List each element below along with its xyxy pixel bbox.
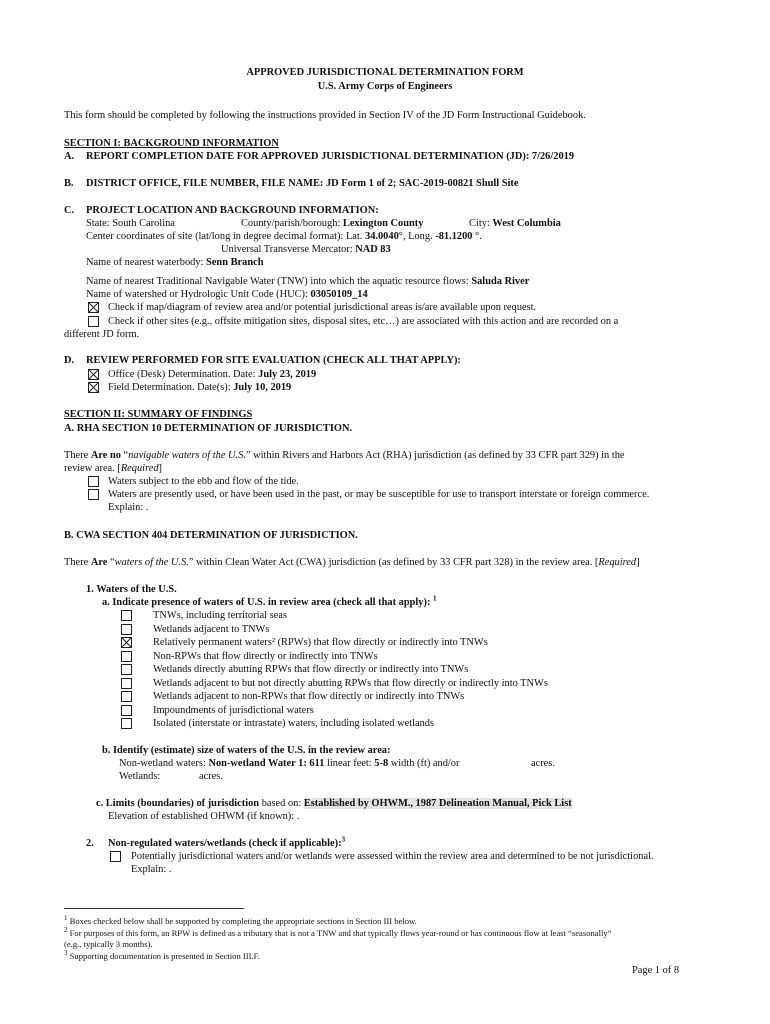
waters-type-checkbox[interactable] — [121, 691, 132, 702]
waterbody-field: Name of nearest waterbody: Senn Branch — [86, 257, 264, 268]
rha-commerce-checkbox[interactable] — [88, 489, 99, 500]
waters-type-label: Non-RPWs that flow directly or indirectly into TNWs — [153, 650, 378, 662]
non-regulated-heading: Non-regulated waters/wetlands (check if applicable):$^3$ — [108, 835, 346, 849]
section2-b-text: B. CWA SECTION 404 DETERMINATION OF JURISDICTION. — [64, 530, 358, 541]
waters-type-label: Wetlands adjacent to non-RPWs that flow directly or indirectly into TNWs — [153, 691, 465, 702]
waters-type-checkbox[interactable] — [121, 718, 132, 729]
form-org: U.S. Army Corps of Engineers — [317, 81, 453, 92]
non-regulated-number: 2. — [86, 838, 94, 849]
section1-d-text: REVIEW PERFORMED FOR SITE EVALUATION (CHECK ALL THAT APPLY): — [86, 355, 461, 366]
waters-type-checkbox[interactable] — [121, 678, 132, 689]
waters-type-checkbox[interactable] — [121, 637, 132, 648]
waters-type-label: Wetlands adjacent to TNWs — [153, 623, 270, 635]
section2-title: SECTION II: SUMMARY OF FINDINGS — [64, 409, 253, 420]
section1-d-label: D. — [64, 355, 75, 366]
limits-field: c. Limits (boundaries) of jurisdiction based on: Established by OHWM., 1987 Delineation Manual, Pick List — [96, 798, 572, 809]
waters-presence-heading: a. Indicate presence of waters of U.S. in review area (check all that apply): $^1$ — [102, 594, 437, 608]
section1-c-label: C. — [64, 205, 75, 216]
waters-type-label: Impoundments of jurisdictional waters — [153, 704, 314, 716]
footnote-2: $^2$ For purposes of this form, an RPW is defined as a tributary that is not a TNW and that typically flows year-round or has continuous flow at least “seasonally” — [64, 926, 612, 938]
waters-type-checkbox[interactable] — [121, 651, 132, 662]
rha-statement-cont: review area. [Required] — [64, 463, 162, 474]
section1-title: SECTION I: BACKGROUND INFORMATION — [64, 138, 279, 149]
section1-b-label: B. — [64, 178, 74, 189]
waters-type-checkbox[interactable] — [121, 610, 132, 621]
non-wetland-acres: acres. — [531, 758, 555, 769]
waters-type-checkbox[interactable] — [121, 624, 132, 635]
form-title: APPROVED JURISDICTIONAL DETERMINATION FORM — [246, 67, 524, 78]
section1-a-label: A. — [64, 151, 75, 162]
waters-type-label: Wetlands directly abutting RPWs that flow directly or indirectly into TNWs — [153, 664, 469, 675]
cwa-statement: There Are “waters of the U.S.” within Clean Water Act (CWA) jurisdiction (as defined by 33 CFR part 328) in the review area. [Required] — [64, 557, 640, 568]
office-determination-checkbox[interactable] — [88, 369, 99, 380]
footnote-3: $^3$ Supporting documentation is presented in Section III.F. — [64, 949, 260, 961]
other-sites-checkbox[interactable] — [88, 316, 99, 327]
waters-type-label: Isolated (interstate or intrastate) waters, including isolated wetlands — [153, 718, 435, 729]
footnote-divider — [64, 908, 244, 909]
waters-type-label: Relatively permanent waters² (RPWs) that flow directly or indirectly into TNWs — [153, 637, 488, 648]
ohwm-elevation-field: Elevation of established OHWM (if known): . — [108, 811, 300, 822]
state-field: State: South Carolina — [86, 218, 175, 229]
map-available-label: Check if map/diagram of review area and/or potential jurisdictional areas is/are available upon request. — [108, 302, 537, 313]
other-sites-label-cont: different JD form. — [64, 329, 140, 340]
rha-tidal-label: Waters subject to the ebb and flow of the tide. — [108, 476, 299, 487]
utm-field: Universal Transverse Mercator: NAD 83 — [221, 244, 391, 255]
footnote-1: $^1$ Boxes checked below shall be supported by completing the appropriate sections in Section III below. — [64, 914, 417, 926]
waters-type-checkbox[interactable] — [121, 705, 132, 716]
rha-commerce-label: Waters are presently used, or have been used in the past, or may be susceptible for use to transport interstate or foreign commerce. — [108, 489, 650, 500]
tnw-field: Name of nearest Traditional Navigable Water (TNW) into which the aquatic resource flows: Saluda River — [86, 276, 530, 287]
section1-a-text: REPORT COMPLETION DATE FOR APPROVED JURISDICTIONAL DETERMINATION (JD): 7/26/2019 — [86, 151, 575, 162]
waters-type-label: TNWs, including territorial seas — [153, 610, 287, 621]
coordinates-field: Center coordinates of site (lat/long in degree decimal format): Lat. 34.0040°, Long. -81.1200 °. — [86, 231, 482, 242]
wetlands-acres: acres. — [199, 771, 223, 782]
page-number: Page 1 of 8 — [632, 965, 680, 976]
huc-field: Name of watershed or Hydrologic Unit Code (HUC): 03050109_14 — [86, 289, 368, 300]
waters-us-heading: 1. Waters of the U.S. — [86, 584, 177, 595]
non-wetland-field: Non-wetland waters: Non-wetland Water 1: 611 linear feet: 5-8 width (ft) and/or — [119, 758, 460, 769]
map-available-checkbox[interactable] — [88, 302, 99, 313]
wetlands-field: Wetlands: — [119, 771, 161, 782]
non-regulated-explain: Explain: . — [131, 864, 172, 875]
section1-b-text: DISTRICT OFFICE, FILE NUMBER, FILE NAME: JD Form 1 of 2; SAC-2019-00821 Shull Site — [86, 178, 519, 189]
non-regulated-checkbox[interactable] — [110, 851, 121, 862]
intro-text: This form should be completed by following the instructions provided in Section IV of the JD Form Instructional Guidebook. — [64, 110, 586, 121]
office-determination-label: Office (Desk) Determination. Date: July 23, 2019 — [108, 369, 317, 380]
waters-type-checkbox[interactable] — [121, 664, 132, 675]
non-regulated-label: Potentially jurisdictional waters and/or wetlands were assessed within the review area and determined to be not jurisdictional. — [131, 851, 654, 862]
other-sites-label: Check if other sites (e.g., offsite mitigation sites, disposal sites, etc…) are associated with this action and are recorded on a — [108, 316, 619, 327]
rha-tidal-checkbox[interactable] — [88, 476, 99, 487]
footnote-2-cont: (e.g., typically 3 months). — [64, 939, 153, 949]
county-field: County/parish/borough: Lexington County — [241, 218, 424, 229]
section1-c-text: PROJECT LOCATION AND BACKGROUND INFORMATION: — [86, 205, 379, 216]
waters-type-label: Wetlands adjacent to but not directly abutting RPWs that flow directly or indirectly into TNWs — [153, 677, 548, 689]
section2-a-text: A. RHA SECTION 10 DETERMINATION OF JURISDICTION. — [64, 423, 353, 434]
rha-explain: Explain: . — [108, 502, 149, 513]
waters-size-heading: b. Identify (estimate) size of waters of the U.S. in the review area: — [102, 745, 391, 756]
city-field: City: West Columbia — [469, 218, 561, 229]
field-determination-checkbox[interactable] — [88, 382, 99, 393]
field-determination-label: Field Determination. Date(s): July 10, 2019 — [108, 382, 292, 393]
rha-statement: There Are no “navigable waters of the U.S.” within Rivers and Harbors Act (RHA) jurisdiction (as defined by 33 CFR part 329) in the — [64, 450, 625, 461]
